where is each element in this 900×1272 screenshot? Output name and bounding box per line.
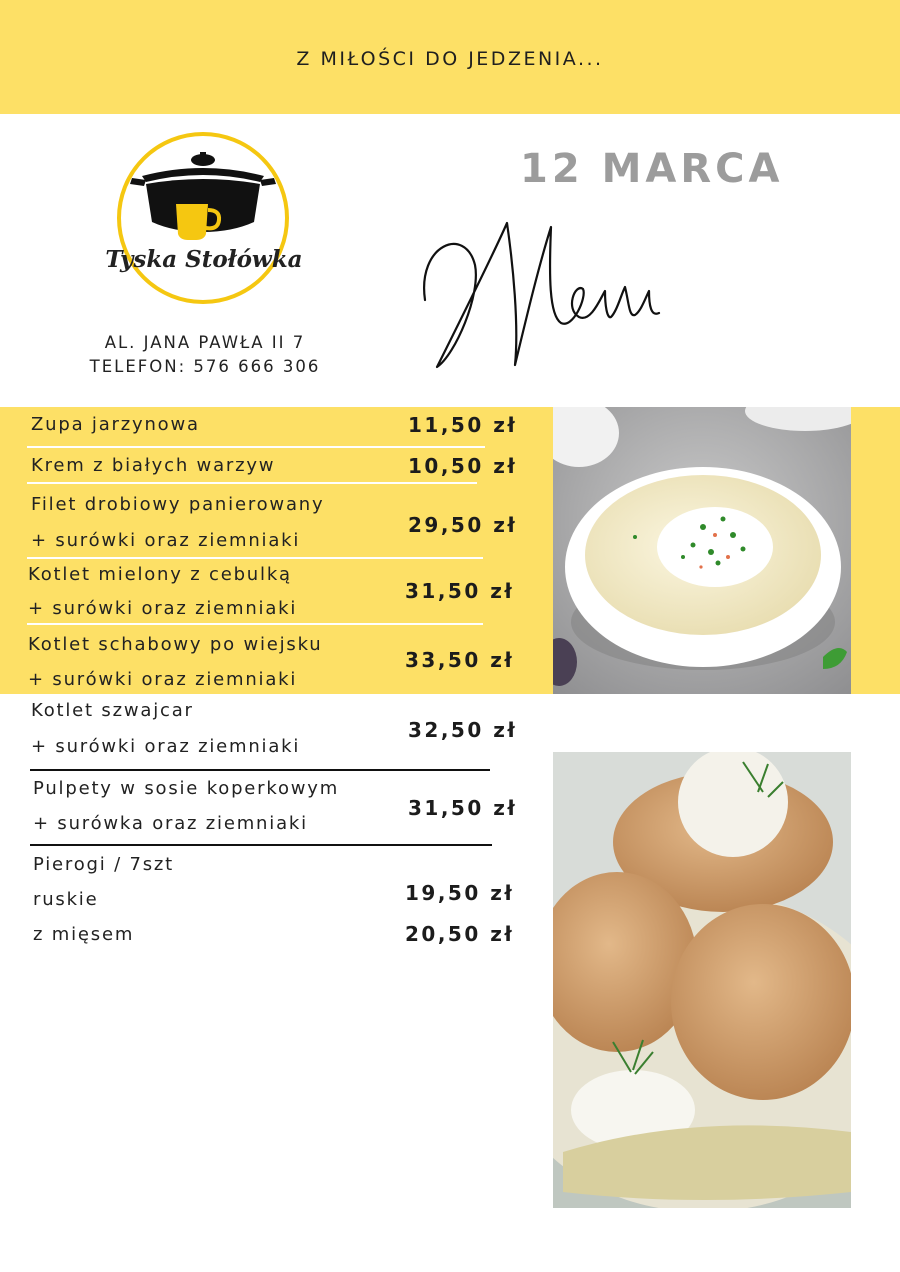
tagline: Z MIŁOŚCI DO JEDZENIA... — [296, 48, 604, 70]
item-2-name: Krem z białych warzyw — [31, 455, 276, 476]
item-6-name: Kotlet szwajcar — [31, 700, 194, 721]
address-text: AL. JANA PAWŁA II 7 — [104, 333, 306, 352]
phone-text: TELEFON: 576 666 306 — [89, 357, 321, 376]
item-divider — [27, 623, 483, 625]
menu-date: 12 MARCA — [520, 146, 784, 192]
soup-photo — [553, 407, 851, 694]
item-3-name: Filet drobiowy panierowany — [31, 494, 325, 515]
item-4-name: Kotlet mielony z cebulką — [28, 564, 292, 585]
item-divider — [30, 769, 490, 771]
meatballs-photo — [553, 752, 851, 1208]
item-7-detail: + surówka oraz ziemniaki — [33, 813, 308, 834]
item-3-detail: + surówki oraz ziemniaki — [31, 530, 301, 551]
item-7-price: 31,50 zł — [408, 796, 518, 820]
item-divider — [27, 446, 485, 448]
item-divider — [27, 557, 483, 559]
brand-name: Tyska Stołówka — [105, 246, 303, 273]
brand-logo — [104, 130, 304, 310]
item-8-variant-ruskie: ruskie — [33, 889, 99, 910]
item-5-price: 33,50 zł — [405, 648, 515, 672]
contact-block — [60, 331, 350, 379]
item-4-price: 31,50 zł — [405, 579, 515, 603]
item-6-price: 32,50 zł — [408, 718, 518, 742]
item-8-name: Pierogi / 7szt — [33, 854, 175, 875]
item-3-price: 29,50 zł — [408, 513, 518, 537]
item-5-name: Kotlet schabowy po wiejsku — [28, 634, 323, 655]
item-5-detail: + surówki oraz ziemniaki — [28, 669, 298, 690]
item-4-detail: + surówki oraz ziemniaki — [28, 598, 298, 619]
item-8-price-ruskie: 19,50 zł — [405, 881, 515, 905]
item-divider — [30, 844, 492, 846]
item-7-name: Pulpety w sosie koperkowym — [33, 778, 340, 799]
item-8-price-mieso: 20,50 zł — [405, 922, 515, 946]
item-2-price: 10,50 zł — [408, 454, 518, 478]
menu-title — [415, 205, 675, 375]
item-6-detail: + surówki oraz ziemniaki — [31, 736, 301, 757]
item-divider — [27, 482, 477, 484]
item-8-variant-mieso: z mięsem — [33, 924, 135, 945]
item-1-name: Zupa jarzynowa — [31, 414, 200, 435]
item-1-price: 11,50 zł — [408, 413, 518, 437]
